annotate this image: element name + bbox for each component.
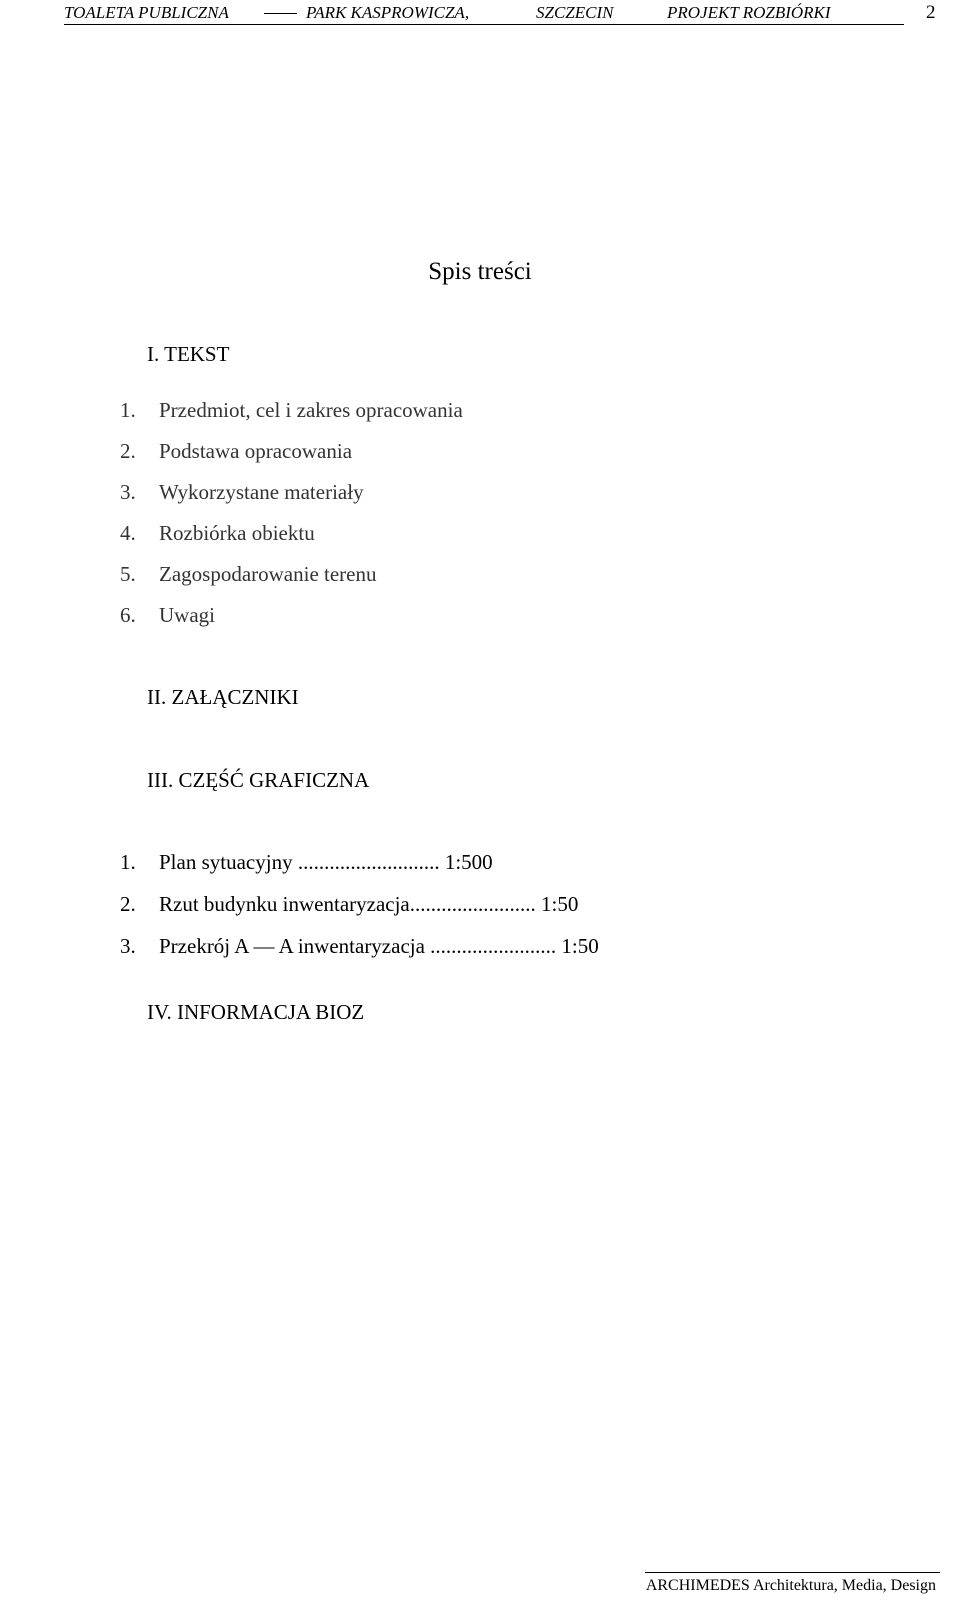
toc-item-number: 1. [120, 850, 136, 874]
toc-item-number: 6. [120, 603, 136, 627]
header-title-city: SZCZECIN [536, 3, 614, 22]
toc-item-number: 2. [120, 892, 136, 916]
toc-item-text: Wykorzystane materiały [159, 480, 364, 504]
toc-item-text: Zagospodarowanie terenu [159, 562, 377, 586]
toc-item-text: Przekrój A — A inwentaryzacja ........................ 1:50 [159, 934, 599, 958]
toc-item-number: 3. [120, 480, 136, 504]
toc-item [120, 892, 578, 917]
toc-item [120, 934, 599, 959]
toc-section-graphics: III. CZĘŚĆ GRAFICZNA [147, 768, 370, 792]
page-number: 2 [926, 2, 936, 23]
toc-item [120, 521, 315, 546]
toc-section-attachments: II. ZAŁĄCZNIKI [147, 685, 299, 709]
toc-item-number: 4. [120, 521, 136, 545]
toc-item [120, 480, 364, 505]
header-title-project: PROJEKT ROZBIÓRKI [667, 3, 831, 22]
toc-item [120, 850, 493, 875]
toc-item [120, 603, 215, 628]
header-title-park: PARK KASPROWICZA, [306, 3, 470, 22]
toc-item-text: Przedmiot, cel i zakres opracowania [159, 398, 463, 422]
header-dash [264, 13, 297, 14]
footer-rule [645, 1572, 940, 1573]
toc-item [120, 439, 352, 464]
header-title-building: TOALETA PUBLICZNA [64, 3, 229, 22]
toc-item [120, 398, 463, 423]
toc-item-text: Plan sytuacyjny ........................... 1:500 [159, 850, 493, 874]
toc-item-text: Uwagi [159, 603, 215, 627]
header-rule [64, 24, 904, 25]
toc-item-number: 5. [120, 562, 136, 586]
toc-item-number: 3. [120, 934, 136, 958]
toc-item-text: Rozbiórka obiektu [159, 521, 315, 545]
page-header [64, 0, 960, 26]
toc-item-number: 2. [120, 439, 136, 463]
toc-item-text: Rzut budynku inwentaryzacja........................ 1:50 [159, 892, 579, 916]
toc-item-text: Podstawa opracowania [159, 439, 353, 463]
toc-item [120, 562, 377, 587]
toc-section-bioz: IV. INFORMACJA BIOZ [147, 1000, 365, 1024]
toc-section-text: I. TEKST [147, 342, 230, 366]
toc-heading: Spis treści [428, 258, 532, 285]
toc-item-number: 1. [120, 398, 136, 422]
footer-company: ARCHIMEDES Architektura, Media, Design [645, 1577, 936, 1594]
